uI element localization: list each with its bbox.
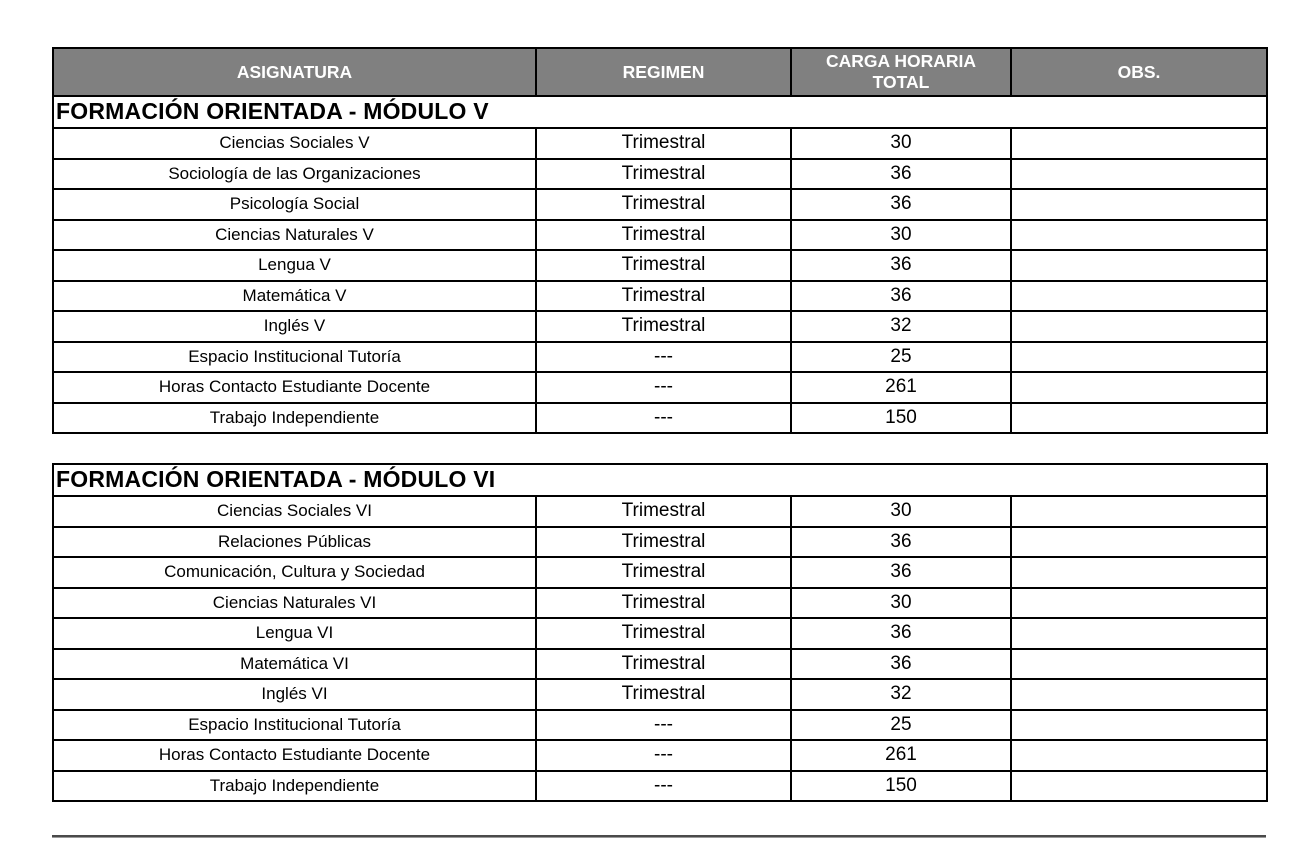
obs-cell bbox=[1011, 588, 1267, 619]
asignatura-cell: Ciencias Naturales V bbox=[53, 220, 536, 251]
table-row bbox=[53, 588, 1267, 619]
table-row bbox=[53, 679, 1267, 710]
obs-cell bbox=[1011, 220, 1267, 251]
obs-cell bbox=[1011, 557, 1267, 588]
carga-cell: 36 bbox=[791, 527, 1011, 558]
table-row bbox=[53, 649, 1267, 680]
carga-cell: 32 bbox=[791, 679, 1011, 710]
carga-cell: 36 bbox=[791, 557, 1011, 588]
obs-cell bbox=[1011, 710, 1267, 741]
table-modulo-vi bbox=[52, 463, 1268, 802]
header-cell-regimen: REGIMEN bbox=[536, 48, 791, 96]
carga-cell: 150 bbox=[791, 403, 1011, 434]
regimen-cell: Trimestral bbox=[536, 250, 791, 281]
obs-cell bbox=[1011, 496, 1267, 527]
regimen-cell: Trimestral bbox=[536, 496, 791, 527]
asignatura-cell: Lengua V bbox=[53, 250, 536, 281]
asignatura-cell: Inglés V bbox=[53, 311, 536, 342]
table-row bbox=[53, 771, 1267, 802]
carga-cell: 36 bbox=[791, 649, 1011, 680]
asignatura-cell: Matemática VI bbox=[53, 649, 536, 680]
carga-cell: 150 bbox=[791, 771, 1011, 802]
obs-cell bbox=[1011, 250, 1267, 281]
table-row bbox=[53, 618, 1267, 649]
table-row bbox=[53, 740, 1267, 771]
table-row bbox=[53, 557, 1267, 588]
regimen-cell: Trimestral bbox=[536, 618, 791, 649]
obs-cell bbox=[1011, 159, 1267, 190]
asignatura-cell: Ciencias Naturales VI bbox=[53, 588, 536, 619]
table-row bbox=[53, 159, 1267, 190]
regimen-cell: Trimestral bbox=[536, 588, 791, 619]
asignatura-cell: Sociología de las Organizaciones bbox=[53, 159, 536, 190]
regimen-cell: --- bbox=[536, 710, 791, 741]
regimen-cell: Trimestral bbox=[536, 311, 791, 342]
footer-divider bbox=[52, 835, 1266, 838]
table-row bbox=[53, 403, 1267, 434]
asignatura-cell: Inglés VI bbox=[53, 679, 536, 710]
section-title-modulo-vi: FORMACIÓN ORIENTADA - MÓDULO VI bbox=[53, 464, 1267, 496]
carga-cell: 36 bbox=[791, 250, 1011, 281]
table-header-row bbox=[53, 48, 1267, 96]
regimen-cell: --- bbox=[536, 372, 791, 403]
obs-cell bbox=[1011, 372, 1267, 403]
regimen-cell: Trimestral bbox=[536, 527, 791, 558]
regimen-cell: Trimestral bbox=[536, 281, 791, 312]
obs-cell bbox=[1011, 128, 1267, 159]
carga-cell: 261 bbox=[791, 372, 1011, 403]
carga-cell: 30 bbox=[791, 128, 1011, 159]
regimen-cell: Trimestral bbox=[536, 679, 791, 710]
asignatura-cell: Horas Contacto Estudiante Docente bbox=[53, 372, 536, 403]
carga-cell: 36 bbox=[791, 618, 1011, 649]
carga-cell: 30 bbox=[791, 220, 1011, 251]
table-gap bbox=[52, 434, 1266, 463]
header-cell-obs: OBS. bbox=[1011, 48, 1267, 96]
obs-cell bbox=[1011, 740, 1267, 771]
regimen-cell: --- bbox=[536, 740, 791, 771]
obs-cell bbox=[1011, 618, 1267, 649]
carga-cell: 30 bbox=[791, 588, 1011, 619]
asignatura-cell: Ciencias Sociales VI bbox=[53, 496, 536, 527]
regimen-cell: Trimestral bbox=[536, 128, 791, 159]
table-modulo-v bbox=[52, 47, 1268, 434]
regimen-cell: Trimestral bbox=[536, 649, 791, 680]
obs-cell bbox=[1011, 311, 1267, 342]
table-row bbox=[53, 281, 1267, 312]
obs-cell bbox=[1011, 771, 1267, 802]
section-title-row bbox=[53, 96, 1267, 128]
asignatura-cell: Matemática V bbox=[53, 281, 536, 312]
table-row bbox=[53, 311, 1267, 342]
obs-cell bbox=[1011, 342, 1267, 373]
table-row bbox=[53, 128, 1267, 159]
section-title-row bbox=[53, 464, 1267, 496]
carga-cell: 261 bbox=[791, 740, 1011, 771]
asignatura-cell: Horas Contacto Estudiante Docente bbox=[53, 740, 536, 771]
regimen-cell: Trimestral bbox=[536, 159, 791, 190]
header-cell-asignatura: ASIGNATURA bbox=[53, 48, 536, 96]
carga-cell: 25 bbox=[791, 342, 1011, 373]
regimen-cell: --- bbox=[536, 403, 791, 434]
obs-cell bbox=[1011, 527, 1267, 558]
carga-cell: 36 bbox=[791, 189, 1011, 220]
table-row bbox=[53, 250, 1267, 281]
document-page bbox=[52, 47, 1266, 838]
obs-cell bbox=[1011, 679, 1267, 710]
carga-cell: 25 bbox=[791, 710, 1011, 741]
regimen-cell: Trimestral bbox=[536, 220, 791, 251]
table-row bbox=[53, 342, 1267, 373]
regimen-cell: Trimestral bbox=[536, 557, 791, 588]
asignatura-cell: Comunicación, Cultura y Sociedad bbox=[53, 557, 536, 588]
table-row bbox=[53, 710, 1267, 741]
regimen-cell: Trimestral bbox=[536, 189, 791, 220]
regimen-cell: --- bbox=[536, 342, 791, 373]
carga-cell: 36 bbox=[791, 281, 1011, 312]
obs-cell bbox=[1011, 189, 1267, 220]
table-row bbox=[53, 372, 1267, 403]
section-title-modulo-v: FORMACIÓN ORIENTADA - MÓDULO V bbox=[53, 96, 1267, 128]
table-row bbox=[53, 220, 1267, 251]
obs-cell bbox=[1011, 281, 1267, 312]
regimen-cell: --- bbox=[536, 771, 791, 802]
carga-cell: 36 bbox=[791, 159, 1011, 190]
obs-cell bbox=[1011, 649, 1267, 680]
table-row bbox=[53, 189, 1267, 220]
asignatura-cell: Ciencias Sociales V bbox=[53, 128, 536, 159]
table-row bbox=[53, 496, 1267, 527]
asignatura-cell: Psicología Social bbox=[53, 189, 536, 220]
asignatura-cell: Espacio Institucional Tutoría bbox=[53, 342, 536, 373]
asignatura-cell: Lengua VI bbox=[53, 618, 536, 649]
asignatura-cell: Trabajo Independiente bbox=[53, 403, 536, 434]
asignatura-cell: Relaciones Públicas bbox=[53, 527, 536, 558]
obs-cell bbox=[1011, 403, 1267, 434]
carga-cell: 32 bbox=[791, 311, 1011, 342]
carga-cell: 30 bbox=[791, 496, 1011, 527]
asignatura-cell: Espacio Institucional Tutoría bbox=[53, 710, 536, 741]
table-row bbox=[53, 527, 1267, 558]
header-cell-carga-horaria: CARGA HORARIA TOTAL bbox=[791, 48, 1011, 96]
asignatura-cell: Trabajo Independiente bbox=[53, 771, 536, 802]
